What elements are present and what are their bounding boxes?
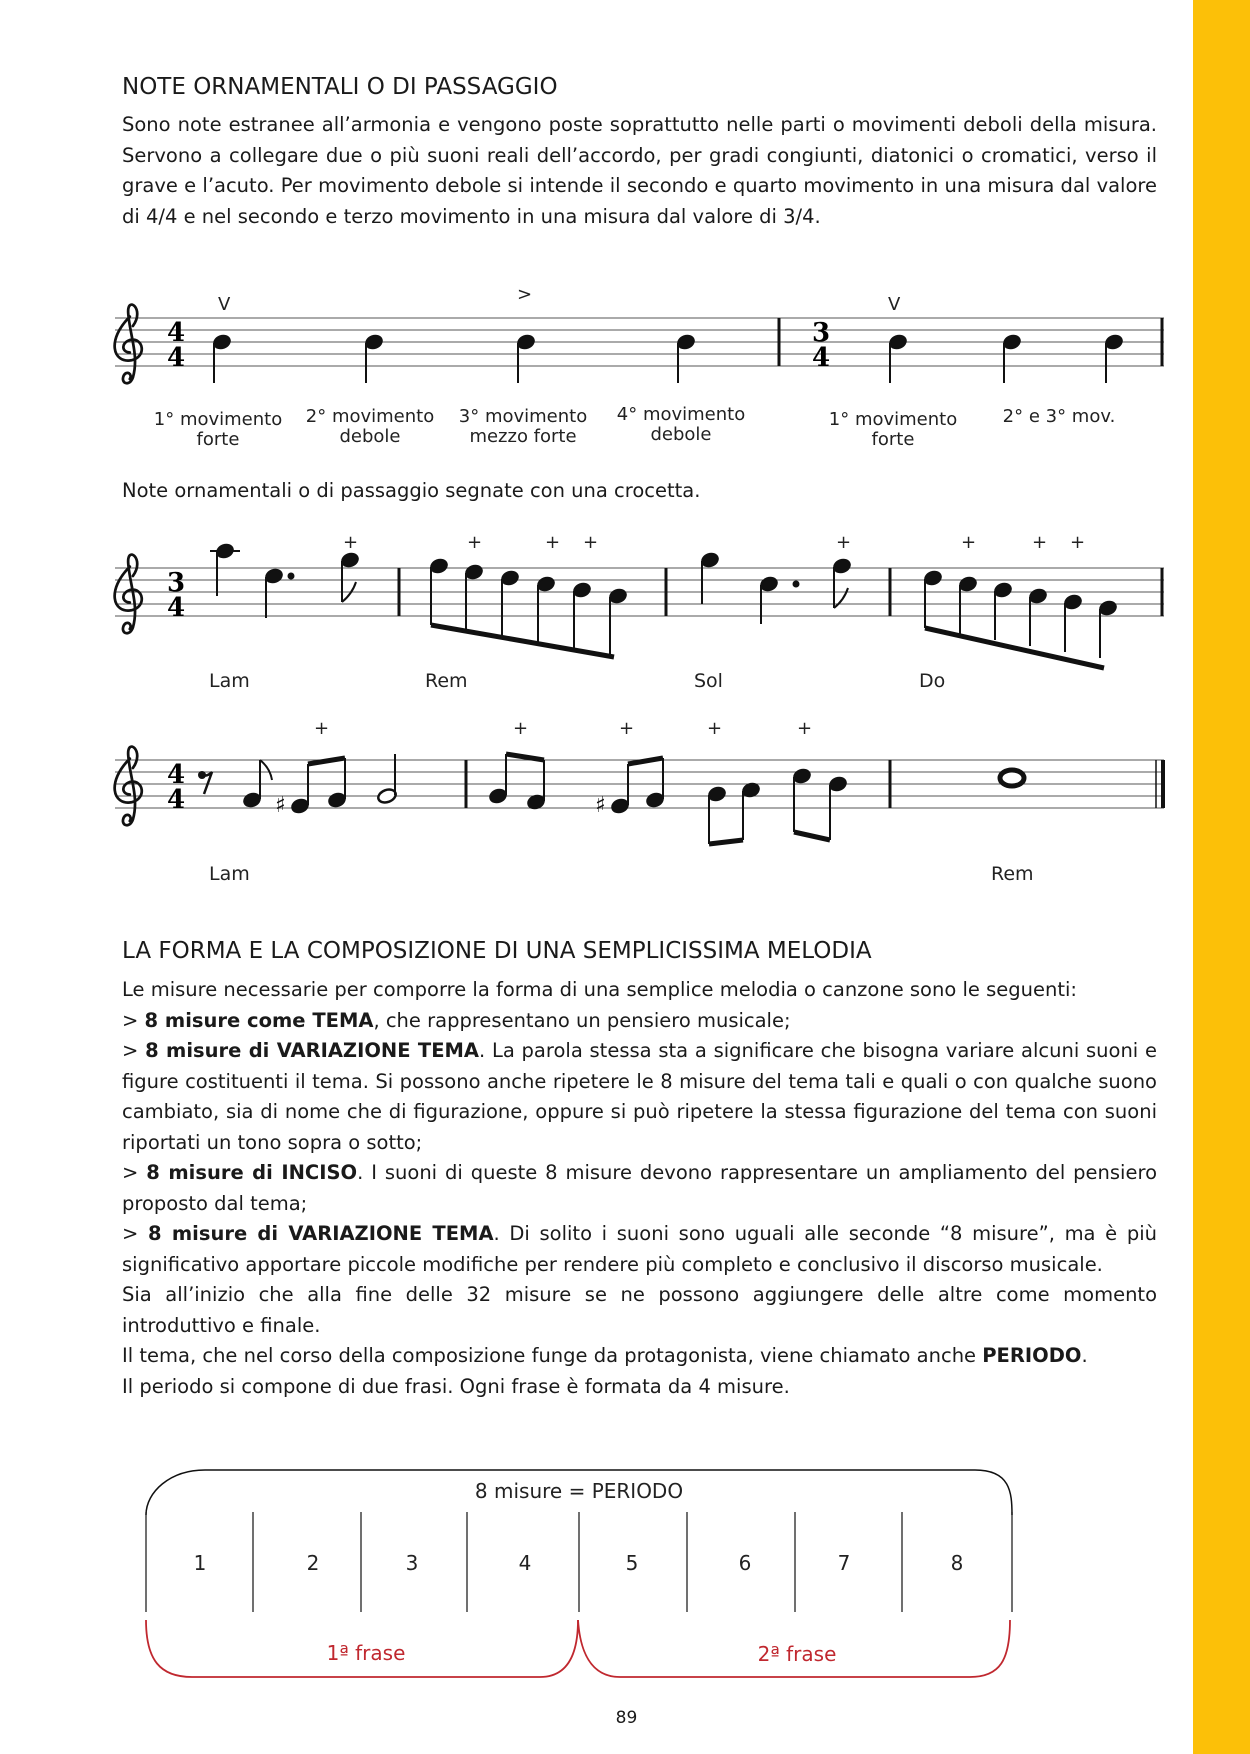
treble-clef-icon bbox=[115, 747, 142, 826]
chord-label: Rem bbox=[991, 863, 1034, 885]
chord-label: Lam bbox=[209, 863, 250, 885]
treble-clef-icon bbox=[115, 305, 142, 384]
passing-note-marker: + bbox=[467, 532, 483, 553]
movement-label: forte bbox=[871, 429, 915, 450]
movement-label: 2° movimento bbox=[305, 406, 435, 427]
movement-label: 4° movimento bbox=[616, 404, 746, 425]
bullet-inciso: > 8 misure di INCISO. I suoni di queste 8 misure devono rappresentare un ampliamento del pensiero proposto dal tema; bbox=[122, 1161, 1157, 1215]
treble-clef-icon bbox=[115, 555, 142, 634]
movement-label: forte bbox=[196, 429, 240, 450]
measure-number: 4 bbox=[518, 1551, 532, 1575]
time-sig-num: 3 bbox=[167, 568, 186, 598]
passing-note-marker: + bbox=[314, 718, 330, 739]
svg-text:♯: ♯ bbox=[275, 793, 286, 818]
bullet-variazione-2: > 8 misure di VARIAZIONE TEMA. Di solito i suoni sono uguali alle seconde “8 misure”, ma è più significativo apportare piccole modifiche per rendere più completo e conclusivo il discorso musicale. bbox=[122, 1222, 1157, 1276]
time-sig-num-2: 3 bbox=[812, 318, 831, 348]
measure-number: 2 bbox=[306, 1551, 320, 1575]
accent-mark: V bbox=[218, 294, 231, 315]
passing-note-marker: + bbox=[583, 532, 599, 553]
period-title: 8 misure = PERIODO bbox=[474, 1479, 684, 1503]
passing-note-marker: + bbox=[707, 718, 723, 739]
accent-mark: > bbox=[517, 284, 533, 305]
passing-note-marker: + bbox=[961, 532, 977, 553]
section-title-forma: LA FORMA E LA COMPOSIZIONE DI UNA SEMPLICISSIMA MELODIA bbox=[122, 938, 872, 964]
measure-number: 8 bbox=[950, 1551, 964, 1575]
paragraph-frasi: Il periodo si compone di due frasi. Ogni frase è formata da 4 misure. bbox=[122, 1374, 790, 1398]
movement-label: mezzo forte bbox=[469, 426, 577, 447]
measure-number: 6 bbox=[738, 1551, 752, 1575]
movement-label: 2° e 3° mov. bbox=[1002, 406, 1116, 427]
chord-label: Lam bbox=[209, 670, 250, 692]
chord-label: Sol bbox=[694, 670, 723, 692]
movement-label: debole bbox=[650, 424, 712, 445]
movement-label: 1° movimento bbox=[153, 409, 283, 430]
time-sig-num: 4 bbox=[167, 318, 186, 348]
period-diagram bbox=[146, 1470, 1012, 1677]
passing-note-marker: + bbox=[545, 532, 561, 553]
section-title-note-ornamentali: NOTE ORNAMENTALI O DI PASSAGGIO bbox=[122, 74, 558, 100]
chord-label: Rem bbox=[425, 670, 468, 692]
measure-number: 3 bbox=[405, 1551, 419, 1575]
passing-note-marker: + bbox=[1070, 532, 1086, 553]
staff-movements bbox=[115, 284, 1164, 450]
time-sig-den: 4 bbox=[167, 593, 186, 623]
note-caption: Note ornamentali o di passaggio segnate con una crocetta. bbox=[122, 479, 701, 502]
staff-passing-notes-4-4 bbox=[115, 718, 1164, 885]
measure-number: 5 bbox=[625, 1551, 639, 1575]
measure-number: 1 bbox=[193, 1551, 207, 1575]
frase-label-1: 1ª frase bbox=[326, 1641, 406, 1665]
passing-note-marker: + bbox=[619, 718, 635, 739]
bullet-tema: > 8 misure come TEMA, che rappresentano un pensiero musicale; bbox=[122, 1008, 791, 1032]
time-sig-num: 4 bbox=[167, 760, 186, 790]
paragraph-32-misure: Sia all’inizio che alla fine delle 32 misure se ne possono aggiungere delle altre come momento introduttivo e finale. bbox=[122, 1283, 1157, 1337]
section1-paragraph: Sono note estranee all’armonia e vengono poste soprattutto nelle parti o movimenti deboli della misura. Servono a collegare due o più suoni reali dell’accordo, per gradi congiunti, diatonici o cromatici, verso il grave e l’acuto. Per movimento debole si intende il secondo e quarto movimento in una misura dal valore di 4/4 e nel secondo e terzo movimento in una misura dal valore di 3/4. bbox=[122, 113, 1157, 228]
section2-body bbox=[122, 975, 1157, 1402]
time-sig-den: 4 bbox=[167, 785, 186, 815]
paragraph-periodo: Il tema, che nel corso della composizione funge da protagonista, viene chiamato anche PERIODO. bbox=[122, 1344, 1088, 1367]
time-sig-den: 4 bbox=[167, 343, 186, 373]
movement-label: 3° movimento bbox=[458, 406, 588, 427]
passing-note-marker: + bbox=[836, 532, 852, 553]
svg-text:♯: ♯ bbox=[595, 793, 606, 818]
frase-label-2: 2ª frase bbox=[757, 1642, 837, 1666]
chord-label: Do bbox=[919, 670, 946, 692]
time-sig-den-2: 4 bbox=[812, 343, 831, 373]
movement-label: 1° movimento bbox=[828, 409, 958, 430]
passing-note-marker: + bbox=[343, 532, 359, 553]
passing-note-marker: + bbox=[1032, 532, 1048, 553]
staff-passing-notes-3-4 bbox=[115, 532, 1164, 692]
page-number: 89 bbox=[615, 1708, 638, 1728]
bullet-variazione: > 8 misure di VARIAZIONE TEMA. La parola stessa sta a significare che bisogna variare alcuni suoni e figure costituenti il tema. Si possono anche ripetere le 8 misure del tema tali e quali o con qualche suono cambiato, sia di nome che di figurazione, oppure si può ripetere la stessa figurazione del tema con suoni riportati un tono sopra o sotto; bbox=[122, 1039, 1157, 1154]
movement-label: debole bbox=[339, 426, 401, 447]
passing-note-marker: + bbox=[513, 718, 529, 739]
intro-line: Le misure necessarie per comporre la forma di una semplice melodia o canzone sono le seguenti: bbox=[122, 978, 1077, 1001]
accent-mark: V bbox=[888, 294, 901, 315]
passing-note-marker: + bbox=[797, 718, 813, 739]
measure-number: 7 bbox=[837, 1551, 851, 1575]
